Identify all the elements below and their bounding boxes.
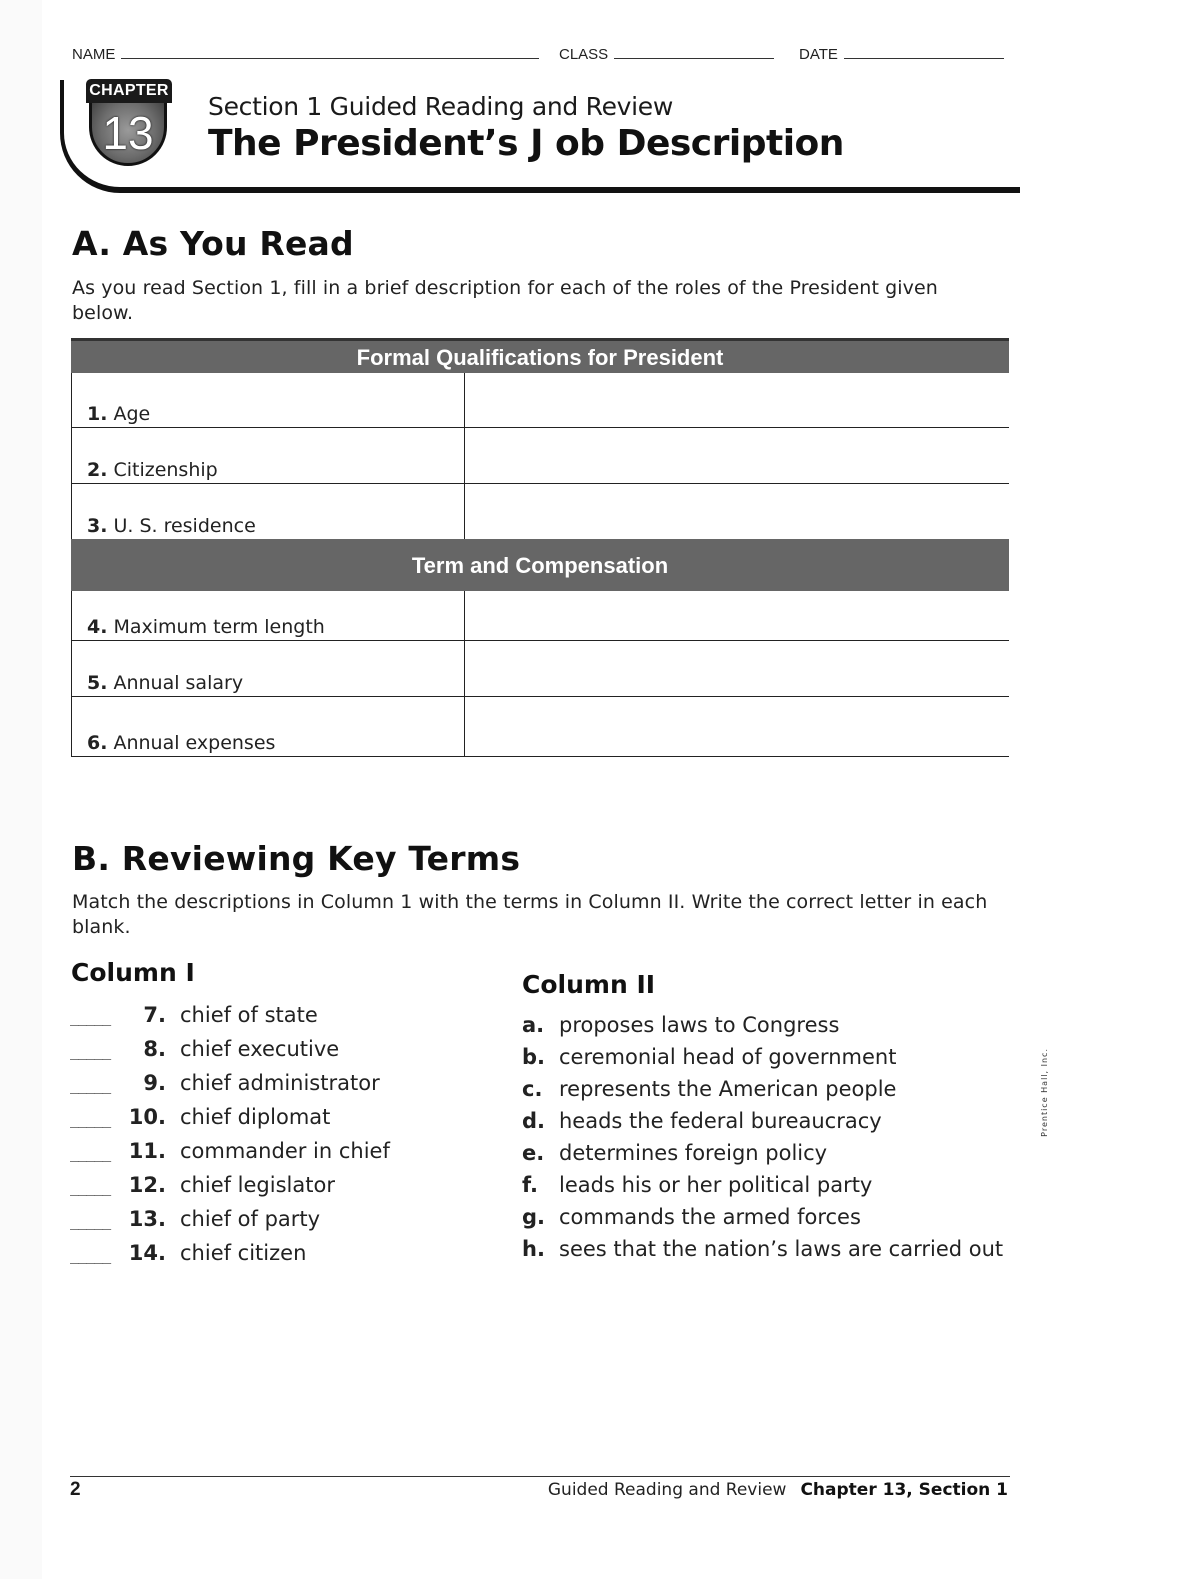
chapter-tab-label: CHAPTER bbox=[86, 79, 172, 103]
page-number: 2 bbox=[70, 1479, 81, 1500]
column-2-heading: Column II bbox=[522, 970, 656, 999]
answer-cell-term-length[interactable] bbox=[465, 591, 1009, 640]
row-number: 3. bbox=[87, 515, 108, 537]
list-item bbox=[522, 1141, 827, 1171]
row-label: Age bbox=[113, 403, 151, 425]
footer-chapter-section: Chapter 13, Section 1 bbox=[800, 1480, 1008, 1500]
page-margin bbox=[0, 0, 42, 1579]
chapter-number-badge: 13 bbox=[89, 100, 167, 166]
row-label: Citizenship bbox=[113, 459, 218, 481]
list-item bbox=[70, 1003, 318, 1033]
list-item bbox=[522, 1077, 896, 1107]
list-item bbox=[522, 1237, 1003, 1267]
item-text: represents the American people bbox=[559, 1077, 897, 1101]
class-field[interactable] bbox=[559, 46, 774, 63]
list-item bbox=[70, 1207, 320, 1237]
answer-blank[interactable]: _____ bbox=[70, 1246, 111, 1264]
page-title: The President’s J ob Description bbox=[208, 123, 844, 164]
answer-blank[interactable]: _____ bbox=[70, 1212, 111, 1230]
row-label-cell bbox=[72, 428, 465, 483]
row-number: 5. bbox=[87, 672, 108, 694]
row-number: 6. bbox=[87, 732, 108, 754]
table-band-formal-qualifications: Formal Qualifications for President bbox=[71, 338, 1009, 373]
table-row bbox=[71, 484, 1009, 539]
footer-divider bbox=[70, 1476, 1010, 1477]
item-text: chief legislator bbox=[180, 1173, 335, 1197]
item-text: chief of party bbox=[180, 1207, 321, 1231]
table-band-term-compensation: Term and Compensation bbox=[71, 539, 1009, 591]
row-label: Annual expenses bbox=[113, 732, 276, 754]
answer-blank[interactable]: _____ bbox=[70, 1178, 111, 1196]
item-letter: b. bbox=[522, 1045, 546, 1069]
row-label-cell bbox=[72, 697, 465, 756]
table-row bbox=[71, 641, 1009, 697]
row-number: 1. bbox=[87, 403, 108, 425]
list-item bbox=[522, 1109, 882, 1139]
item-number: 9. bbox=[143, 1071, 166, 1095]
answer-blank[interactable]: _____ bbox=[70, 1076, 111, 1094]
item-text: ceremonial head of government bbox=[559, 1045, 897, 1069]
item-text: sees that the nation’s laws are carried out bbox=[559, 1237, 1004, 1261]
class-label: CLASS bbox=[559, 46, 609, 63]
item-number: 14. bbox=[128, 1241, 166, 1265]
answer-blank[interactable]: _____ bbox=[70, 1042, 111, 1060]
footer-left-text: Guided Reading and Review bbox=[547, 1480, 787, 1500]
list-item bbox=[522, 1013, 839, 1043]
item-text: chief citizen bbox=[180, 1241, 307, 1265]
item-number: 12. bbox=[128, 1173, 166, 1197]
list-item bbox=[522, 1173, 872, 1203]
list-item bbox=[70, 1173, 335, 1203]
list-item bbox=[70, 1241, 306, 1271]
item-letter: f. bbox=[522, 1173, 538, 1197]
row-label-cell bbox=[72, 373, 465, 427]
item-letter: d. bbox=[522, 1109, 546, 1133]
table-row bbox=[71, 591, 1009, 641]
section-a-heading: A. As You Read bbox=[72, 224, 354, 263]
item-text: commander in chief bbox=[180, 1139, 390, 1163]
section-a-instructions: As you read Section 1, fill in a brief description for each of the roles of the President given below. bbox=[72, 277, 938, 324]
item-number: 11. bbox=[128, 1139, 166, 1163]
row-label: Maximum term length bbox=[113, 616, 325, 638]
name-blank-line[interactable] bbox=[121, 46, 539, 59]
list-item bbox=[70, 1105, 330, 1135]
item-number: 13. bbox=[128, 1207, 166, 1231]
item-text: heads the federal bureaucracy bbox=[559, 1109, 882, 1133]
list-item bbox=[70, 1071, 380, 1101]
section-subtitle: Section 1 Guided Reading and Review bbox=[208, 92, 674, 121]
section-b-instructions: Match the descriptions in Column 1 with the terms in Column II. Write the correct letter in each blank. bbox=[72, 891, 988, 938]
qualifications-table bbox=[71, 338, 1009, 757]
table-row bbox=[71, 373, 1009, 428]
answer-cell-age[interactable] bbox=[465, 373, 1009, 427]
answer-cell-expenses[interactable] bbox=[465, 697, 1009, 756]
item-number: 10. bbox=[128, 1105, 166, 1129]
item-letter: h. bbox=[522, 1237, 545, 1261]
item-text: chief of state bbox=[180, 1003, 318, 1027]
item-number: 8. bbox=[143, 1037, 166, 1061]
item-text: determines foreign policy bbox=[559, 1141, 828, 1165]
answer-blank[interactable]: _____ bbox=[70, 1144, 111, 1162]
row-label-cell bbox=[72, 484, 465, 539]
item-text: chief executive bbox=[180, 1037, 340, 1061]
name-field[interactable] bbox=[72, 46, 539, 63]
item-text: commands the armed forces bbox=[559, 1205, 861, 1229]
row-label-cell bbox=[72, 591, 465, 640]
date-label: DATE bbox=[799, 46, 838, 63]
row-label: U. S. residence bbox=[113, 515, 256, 537]
list-item bbox=[70, 1139, 390, 1169]
answer-cell-residence[interactable] bbox=[465, 484, 1009, 539]
date-field[interactable] bbox=[799, 46, 1004, 63]
date-blank-line[interactable] bbox=[844, 46, 1004, 59]
table-row bbox=[71, 428, 1009, 484]
item-text: leads his or her political party bbox=[559, 1173, 873, 1197]
item-letter: c. bbox=[522, 1077, 543, 1101]
list-item bbox=[70, 1037, 339, 1067]
row-label: Annual salary bbox=[113, 672, 244, 694]
answer-cell-citizenship[interactable] bbox=[465, 428, 1009, 483]
row-number: 2. bbox=[87, 459, 108, 481]
answer-cell-salary[interactable] bbox=[465, 641, 1009, 696]
item-text: chief administrator bbox=[180, 1071, 380, 1095]
item-letter: e. bbox=[522, 1141, 545, 1165]
copyright-side-text: Prentice Hall, Inc. bbox=[1040, 1048, 1049, 1137]
list-item bbox=[522, 1045, 896, 1075]
list-item bbox=[522, 1205, 861, 1235]
item-text: chief diplomat bbox=[180, 1105, 331, 1129]
answer-blank[interactable]: _____ bbox=[70, 1008, 111, 1026]
class-blank-line[interactable] bbox=[614, 46, 774, 59]
name-label: NAME bbox=[72, 46, 116, 63]
item-letter: g. bbox=[522, 1205, 546, 1229]
footer-text bbox=[548, 1480, 1008, 1500]
table-row bbox=[71, 697, 1009, 757]
column-1-heading: Column I bbox=[71, 958, 195, 987]
answer-blank[interactable]: _____ bbox=[70, 1110, 111, 1128]
item-text: proposes laws to Congress bbox=[559, 1013, 840, 1037]
item-number: 7. bbox=[143, 1003, 166, 1027]
section-b-heading: B. Reviewing Key Terms bbox=[72, 839, 521, 878]
row-label-cell bbox=[72, 641, 465, 696]
item-letter: a. bbox=[522, 1013, 545, 1037]
row-number: 4. bbox=[87, 616, 108, 638]
